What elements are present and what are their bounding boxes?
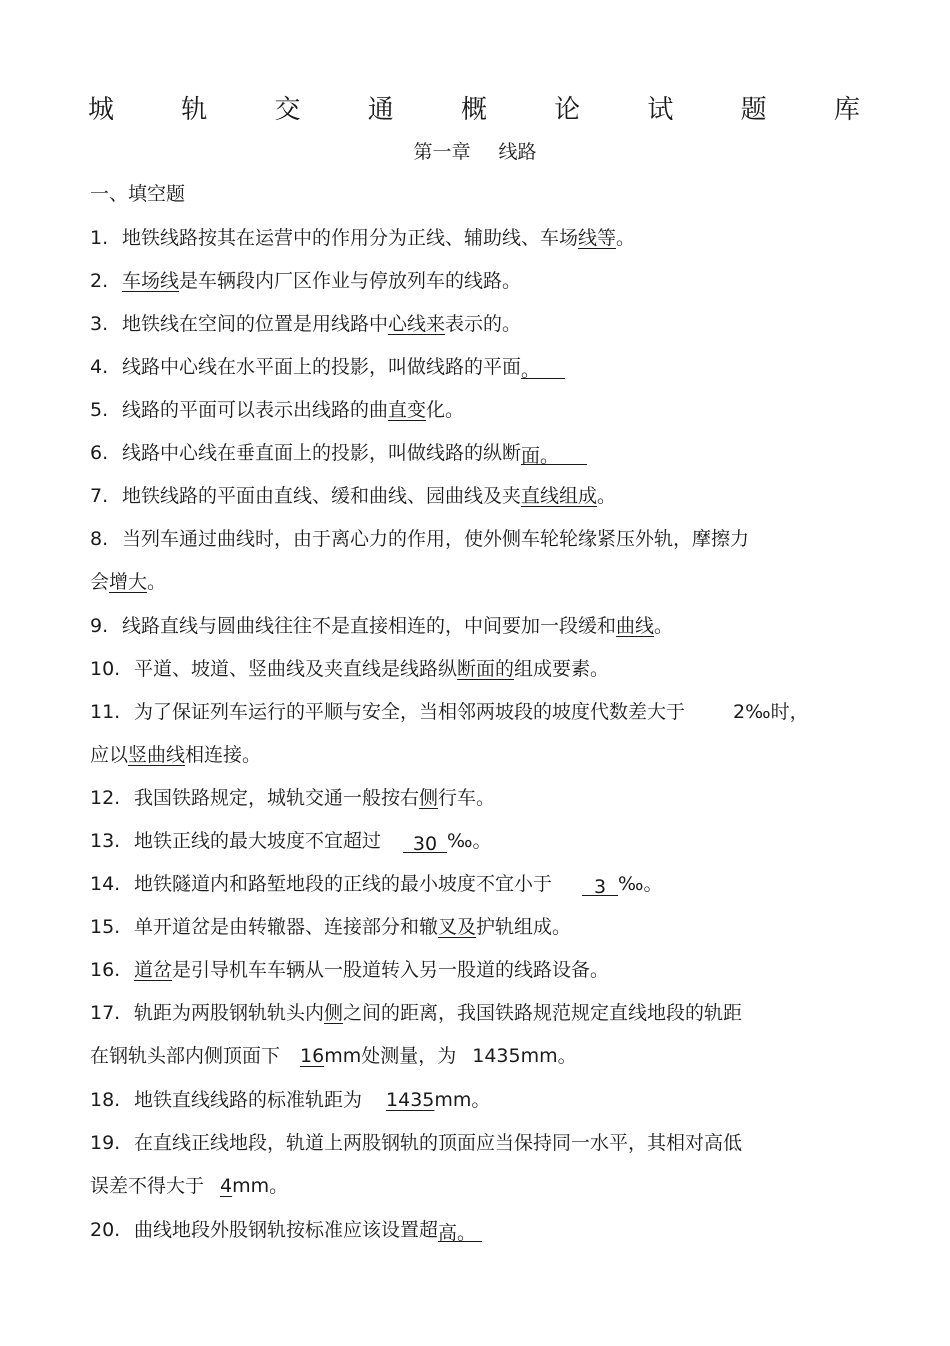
question-text: 在钢轨头部内侧顶面下: [90, 1045, 281, 1067]
answer: 3: [582, 873, 618, 896]
question-text: 。: [654, 615, 674, 637]
question-number: 18.: [90, 1089, 121, 1111]
title-char: 城: [88, 95, 115, 125]
question-15: [90, 913, 571, 941]
question-number: 8.: [90, 528, 109, 550]
question-text: 地铁线在空间的位置是用线路中: [122, 313, 389, 335]
question-number: 4.: [90, 356, 109, 378]
document-title: [88, 90, 860, 130]
answer: 高。: [438, 1219, 482, 1242]
section-heading: 一、填空题: [90, 183, 186, 205]
question-text: 会: [90, 571, 110, 593]
question-text: mm。: [232, 1175, 289, 1197]
question-text: mm处测量，为: [324, 1045, 457, 1067]
question-8-continued: [90, 568, 166, 596]
question-3: [90, 310, 521, 338]
question-text: 是车辆段内厂区作业与停放列车的线路。: [179, 270, 522, 292]
answer: 16: [300, 1045, 325, 1067]
question-20: [90, 1216, 482, 1244]
question-text: 化。: [426, 399, 465, 421]
answer: 侧: [324, 1002, 344, 1024]
question-6: [90, 439, 587, 467]
question-text: 当列车通过曲线时，由于离心力的作用，使外侧车轮轮缘紧压外轨，摩擦力: [122, 528, 750, 550]
title-char: 轨: [181, 95, 208, 125]
answer: 曲线: [616, 615, 655, 637]
question-19-continued: [90, 1172, 288, 1200]
question-text: 在直线正线地段，轨道上两股钢轨的顶面应当保持同一水平，其相对高低: [134, 1132, 743, 1154]
answer: 道岔: [134, 959, 173, 981]
question-text: 表示的。: [445, 313, 522, 335]
question-12: [90, 784, 495, 812]
answer: 叉及: [438, 916, 477, 938]
question-text: 轨距为两股钢轨轨头内: [134, 1002, 325, 1024]
question-text: 单开道岔是由转辙器、连接部分和辙: [134, 916, 439, 938]
answer: 车场线: [122, 270, 180, 292]
question-19: [90, 1129, 742, 1157]
question-number: 16.: [90, 959, 121, 981]
question-text: 之间的距离，我国铁路规范规定直线地段的轨距: [343, 1002, 743, 1024]
question-11-continued: [90, 741, 261, 769]
question-text: 误差不得大于: [90, 1175, 205, 1197]
question-text: 地铁直线线路的标准轨距为: [134, 1089, 363, 1111]
question-14: [90, 870, 663, 898]
question-text: ‰。: [618, 873, 663, 895]
question-text: 平道、坡道、竖曲线及夹直线是线路纵: [134, 658, 458, 680]
question-number: 1.: [90, 227, 109, 249]
answer: 竖曲线: [128, 744, 186, 766]
question-text: 是引导机车车辆从一股道转入另一股道的线路设备。: [172, 959, 610, 981]
question-text: 护轨组成。: [476, 916, 572, 938]
answer: 4: [220, 1175, 233, 1197]
answer: 心线来: [388, 313, 446, 335]
question-text: 为了保证列车运行的平顺与安全，当相邻两坡段的坡度代数差大于: [134, 701, 686, 723]
question-text: 地铁线路的平面由直线、缓和曲线、园曲线及夹: [122, 485, 522, 507]
title-char: 交: [274, 95, 301, 125]
title-char: 题: [740, 95, 767, 125]
answer: 。: [521, 356, 565, 379]
question-text: 行车。: [438, 787, 496, 809]
title-char: 通: [367, 95, 394, 125]
answer: 线等: [578, 227, 617, 249]
question-number: 15.: [90, 916, 121, 938]
answer: 直线组成: [521, 485, 598, 507]
question-11: [90, 698, 809, 726]
question-text: 地铁隧道内和路堑地段的正线的最小坡度不宜小于: [134, 873, 553, 895]
question-9: [90, 612, 673, 640]
answer: 30: [403, 830, 447, 853]
answer: 直变: [388, 399, 427, 421]
chapter-name: 线路: [498, 141, 537, 163]
question-17-continued: [90, 1042, 577, 1070]
question-number: 3.: [90, 313, 109, 335]
title-char: 试: [647, 95, 674, 125]
answer: 1435: [386, 1089, 435, 1111]
question-text: 我国铁路规定，城轨交通一般按右: [134, 787, 420, 809]
title-char: 论: [554, 95, 581, 125]
answer: 面。: [521, 442, 587, 465]
question-text: 。: [147, 571, 167, 593]
question-number: 7.: [90, 485, 109, 507]
question-number: 13.: [90, 830, 121, 852]
answer: 增大: [109, 571, 148, 593]
answer: 2‰时，: [733, 701, 809, 723]
question-2: [90, 267, 521, 295]
question-8: [90, 525, 749, 553]
question-17: [90, 999, 742, 1027]
question-number: 5.: [90, 399, 109, 421]
question-text: 地铁正线的最大坡度不宜超过: [134, 830, 382, 852]
question-number: 20.: [90, 1219, 121, 1241]
question-number: 11.: [90, 701, 121, 723]
question-text: mm。: [434, 1089, 491, 1111]
chapter-label: 第一章: [413, 141, 471, 163]
question-text: 应以: [90, 744, 129, 766]
question-number: 6.: [90, 442, 109, 464]
question-number: 9.: [90, 615, 109, 637]
question-number: 12.: [90, 787, 121, 809]
question-13: [90, 827, 492, 855]
question-text: 曲线地段外股钢轨按标准应该设置超: [134, 1219, 439, 1241]
question-text: 组成要素。: [514, 658, 610, 680]
question-text: 线路中心线在垂直面上的投影，叫做线路的纵断: [122, 442, 522, 464]
question-number: 14.: [90, 873, 121, 895]
answer: 侧: [419, 787, 439, 809]
question-text: 相连接。: [185, 744, 262, 766]
question-10: [90, 655, 609, 683]
question-number: 10.: [90, 658, 121, 680]
question-16: [90, 956, 609, 984]
question-number: 2.: [90, 270, 109, 292]
question-5: [90, 396, 464, 424]
title-char: 概: [460, 95, 487, 125]
question-text: 地铁线路按其在运营中的作用分为正线、辅助线、车场: [122, 227, 579, 249]
question-7: [90, 482, 616, 510]
chapter-heading: [0, 138, 950, 166]
question-text: 线路中心线在水平面上的投影，叫做线路的平面: [122, 356, 522, 378]
question-text: ‰。: [447, 830, 492, 852]
question-text: 线路的平面可以表示出线路的曲: [122, 399, 389, 421]
question-text: 。: [616, 227, 636, 249]
question-text: 。: [597, 485, 617, 507]
answer: 1435mm。: [472, 1045, 577, 1067]
question-18: [90, 1086, 490, 1114]
title-char: 库: [833, 95, 860, 125]
answer: 断面的: [457, 658, 515, 680]
question-4: [90, 353, 565, 381]
question-number: 17.: [90, 1002, 121, 1024]
question-number: 19.: [90, 1132, 121, 1154]
question-text: 线路直线与圆曲线往往不是直接相连的，中间要加一段缓和: [122, 615, 617, 637]
question-1: [90, 224, 635, 252]
